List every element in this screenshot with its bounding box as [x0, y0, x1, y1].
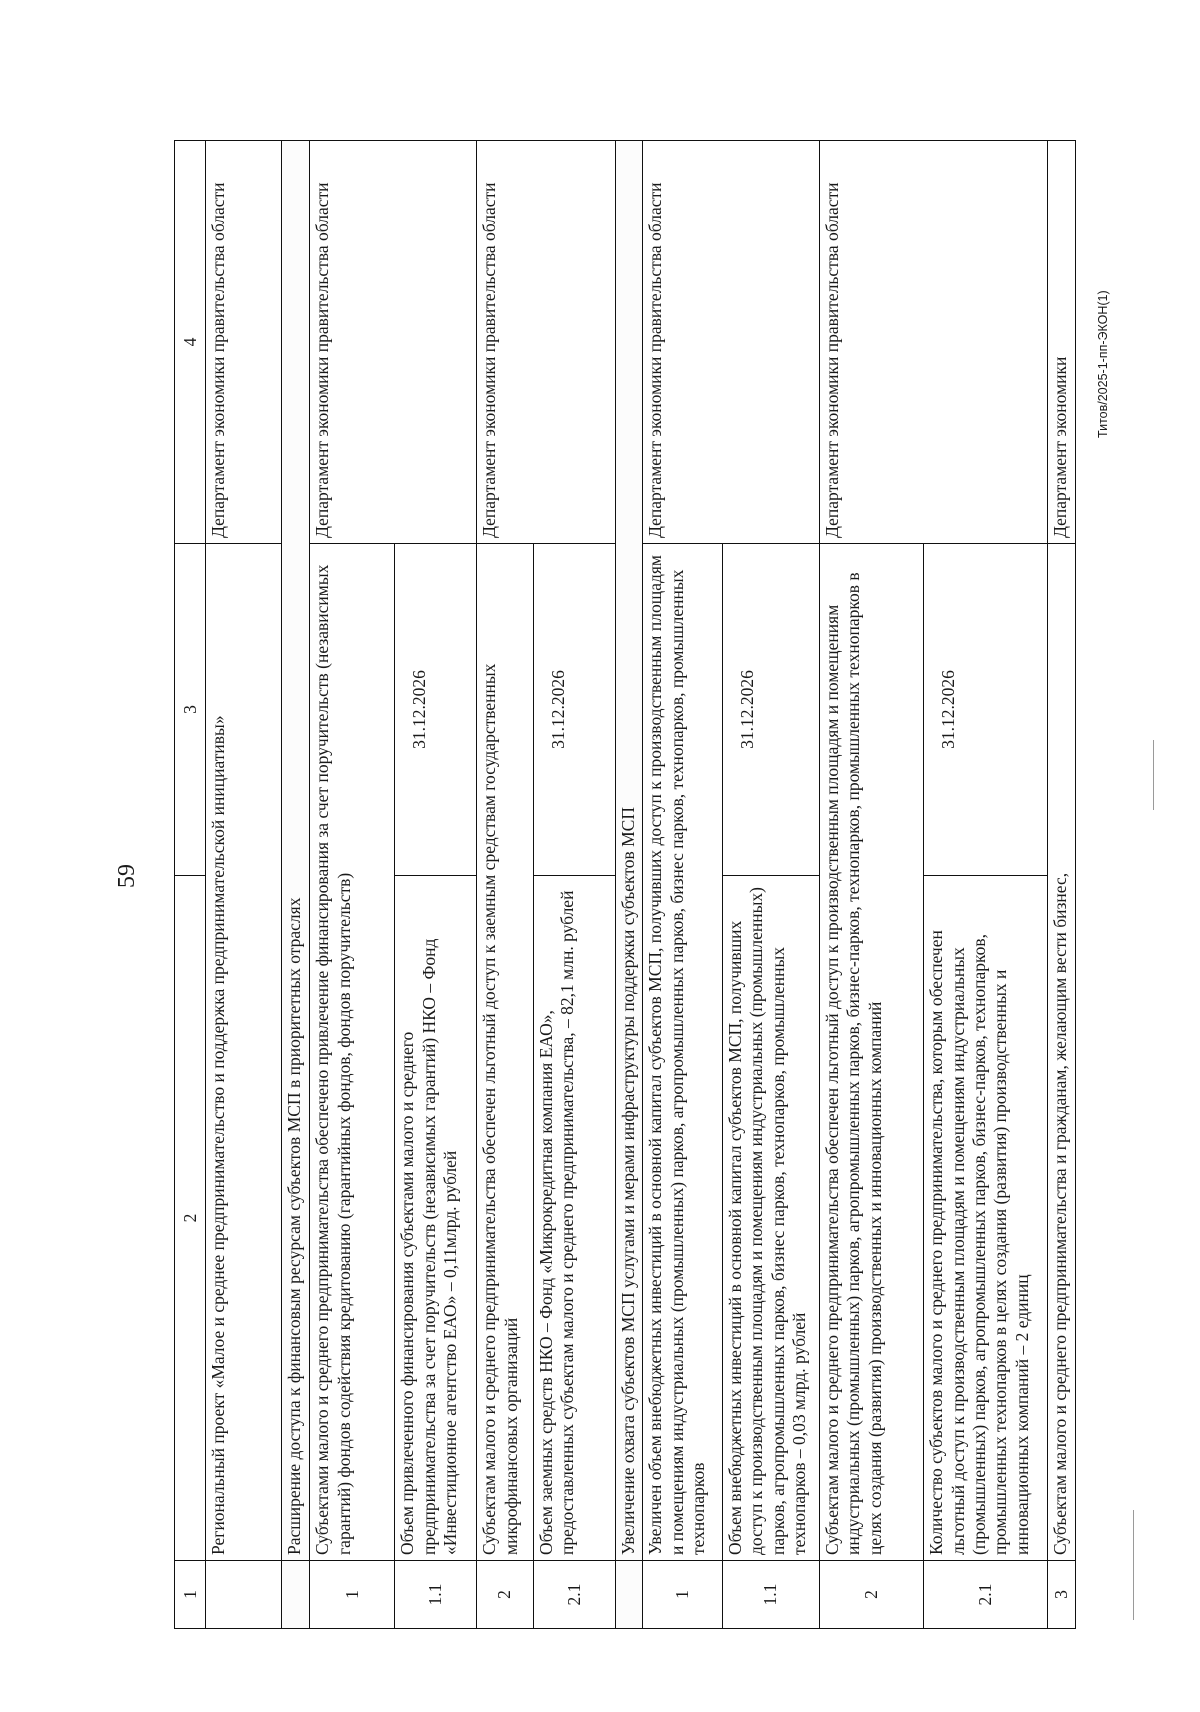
- section-heading-cell: Расширение доступа к финансовым ресурсам субъектов МСП в приоритетных отраслях: [282, 141, 310, 1561]
- result-text-cell: Субъектам малого и среднего предпринимательства обеспечен льготный доступ к заемным средствам государственных микрофинансовых организаций: [477, 544, 534, 1561]
- table-row: [282, 141, 310, 1629]
- deadline-cell: 31.12.2026: [924, 544, 1047, 876]
- plan-table: [174, 140, 1076, 1629]
- row-number-cell: 2: [820, 1561, 924, 1629]
- responsible-cell: Департамент экономики правительства области: [206, 141, 282, 544]
- row-number-cell: 1.1: [723, 1561, 820, 1629]
- responsible-cell: Департамент экономики: [1047, 141, 1075, 544]
- table-row: [477, 141, 534, 1629]
- row-number-cell: 2.1: [533, 1561, 615, 1629]
- row-number-cell: 2.1: [924, 1561, 1047, 1629]
- table-row: [1047, 141, 1075, 1629]
- row-number-cell: 3: [1047, 1561, 1075, 1629]
- responsible-cell: Департамент экономики правительства области: [310, 141, 477, 544]
- table-row: [820, 141, 924, 1629]
- row-number-cell: [206, 1561, 282, 1629]
- responsible-cell: Департамент экономики правительства области: [643, 141, 820, 544]
- row-number-cell: 1: [310, 1561, 395, 1629]
- page-number: 59: [114, 864, 140, 888]
- column-header: 1: [175, 1561, 206, 1629]
- footer-document-code: Титов/2025-1-пп-ЭКОН(1): [1096, 290, 1110, 438]
- deadline-cell: 31.12.2026: [533, 544, 615, 876]
- table-row: [206, 141, 282, 1629]
- table-header-row: [175, 141, 206, 1629]
- indicator-text-cell: Объем внебюджетных инвестиций в основной капитал субъектов МСП, получивших доступ к производственным площадям и помещениям индустриальных (промышленных) парков, агропромышленных парков, бизнес парков, технопарков, промышленных технопарков – 0,03 млрд. рублей: [723, 876, 820, 1561]
- column-header: 3: [175, 544, 206, 876]
- row-number-cell: 2: [477, 1561, 534, 1629]
- table-row: [310, 141, 395, 1629]
- result-text-cell: Субъектам малого и среднего предпринимательства и гражданам, желающим вести бизнес,: [1047, 544, 1075, 1561]
- result-text-cell: Увеличен объем внебюджетных инвестиций в основной капитал субъектов МСП, получивших доступ к производственным площадям и помещениям индустриальных (промышленных) парков, агропромышленных парков, бизнес парков, технопарков, промышленных технопарков: [643, 544, 723, 1561]
- responsible-cell: Департамент экономики правительства области: [477, 141, 616, 544]
- row-number-cell: 1.1: [395, 1561, 477, 1629]
- column-header: 4: [175, 141, 206, 544]
- deadline-cell: 31.12.2026: [395, 544, 477, 876]
- row-number-cell: 1: [643, 1561, 723, 1629]
- project-title-cell: Региональный проект «Малое и среднее предпринимательство и поддержка предпринимательской инициативы»: [206, 544, 282, 1561]
- row-number-cell: [615, 1561, 642, 1629]
- table-row: [615, 141, 642, 1629]
- indicator-text-cell: Объем привлеченного финансирования субъектами малого и среднего предпринимательства за счет поручительств (независимых гарантий) НКО – Фонд «Инвестиционное агентство ЕАО» – 0,11млрд. рублей: [395, 876, 477, 1561]
- responsible-cell: Департамент экономики правительства области: [820, 141, 1048, 544]
- indicator-text-cell: Количество субъектов малого и среднего предпринимательства, которым обеспечен льготный доступ к производственным площадям и помещениям индустриальных (промышленных) парков, агропромышленных парков, бизнес-парков, технопарков, промышленных технопарков в целях создания (развития) производственных и инновационных компаний – 2 единиц: [924, 876, 1047, 1561]
- table-row: [643, 141, 723, 1629]
- rotated-table-container: [174, 141, 1076, 1629]
- column-header: 2: [175, 876, 206, 1561]
- scan-artifact: [1153, 740, 1154, 810]
- result-text-cell: Субъектам малого и среднего предпринимательства обеспечен льготный доступ к производственным площадям и помещениям индустриальных (промышленных) парков, агропромышленных парков, бизнес-парков, технопарков, промышленных технопарков в целях создания (развития) производственных и инновационных компаний: [820, 544, 924, 1561]
- section-heading-cell: Увеличение охвата субъектов МСП услугами и мерами инфраструктуры поддержки субъектов МСП: [615, 141, 642, 1561]
- row-number-cell: [282, 1561, 310, 1629]
- indicator-text-cell: Объем заемных средств НКО – Фонд «Микрокредитная компания ЕАО», предоставленных субъектам малого и среднего предпринимательства, – 82,1 млн. рублей: [533, 876, 615, 1561]
- result-text-cell: Субъектами малого и среднего предпринимательства обеспечено привлечение финансирования за счет поручительств (независимых гарантий) фондов содействия кредитованию (гарантийных фондов, фондов поручительств): [310, 544, 395, 1561]
- deadline-cell: 31.12.2026: [723, 544, 820, 876]
- scan-artifact: [1133, 1510, 1134, 1620]
